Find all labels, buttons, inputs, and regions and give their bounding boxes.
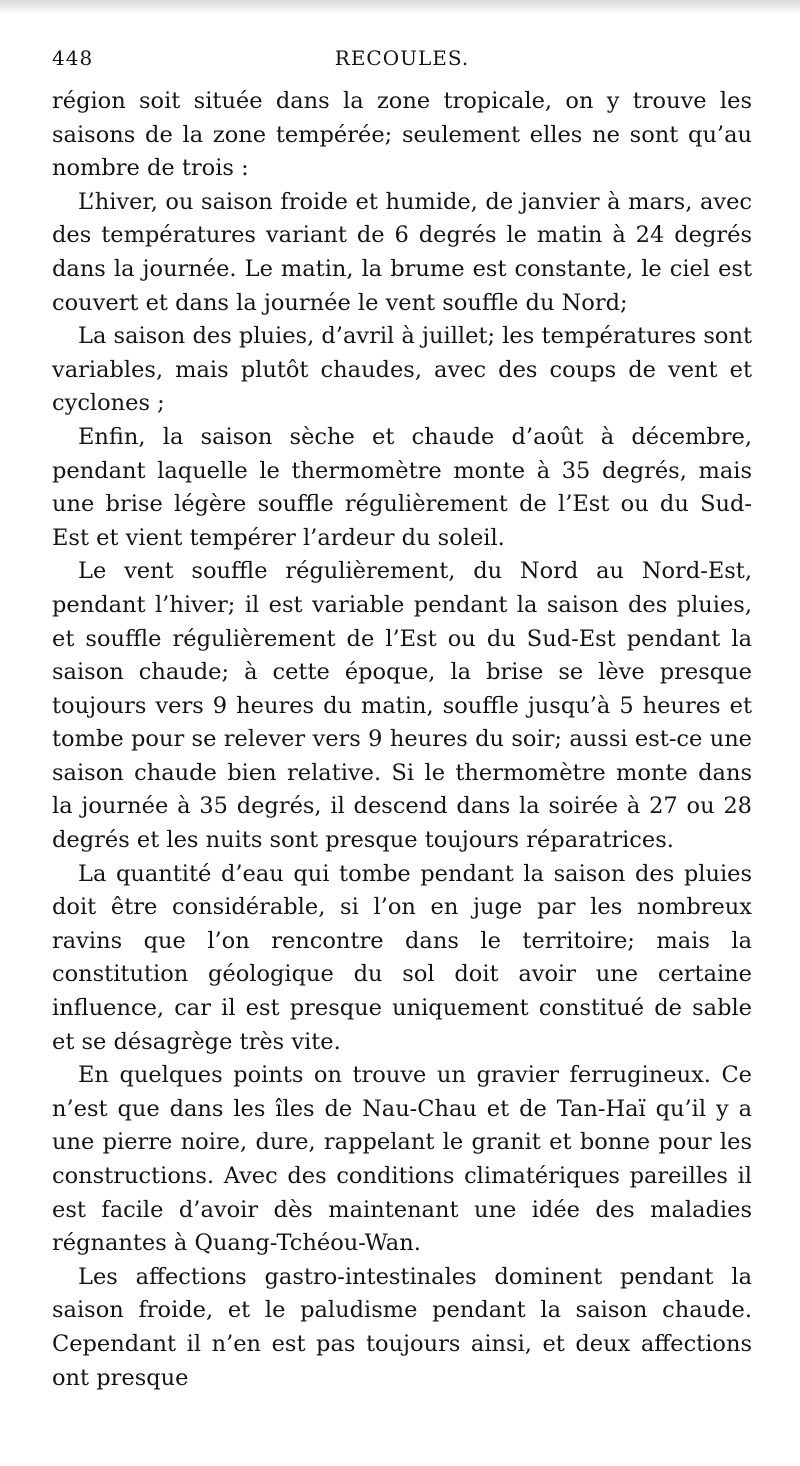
running-head: [52, 46, 752, 76]
paragraph-winds: Le vent souffle régulièrement, du Nord au Nord-Est, pendant l’hiver; il est variable pendant la saison des pluies, et souffle régulièrement de l’Est ou du Sud-Est pendant la saison chaude; à cette époque, la brise se lève presque toujours vers 9 heures du matin, souffle jusqu’à 5 heures et tombe pour se relever vers 9 heures du soir; aussi est-ce une saison chaude bien relative. Si le thermomètre monte dans la journée à 35 degrés, il descend dans la soirée à 27 ou 28 degrés et les nuits sont presque toujours réparatrices.: [52, 558, 752, 854]
body-text: [52, 85, 752, 1395]
page-number: 448: [52, 46, 94, 70]
paragraph-dry-season: Enfin, la saison sèche et chaude d’août à décembre, pendant laquelle le thermomètre monte à 35 degrés, mais une brise légère souffle régulièrement de l’Est ou du Sud-Est et vient tempérer l’ardeur du soleil.: [52, 423, 752, 551]
paragraph-rainy-season: La saison des pluies, d’avril à juillet; les températures sont variables, mais plutôt chaudes, avec des coups de vent et cyclones ;: [52, 323, 752, 417]
paragraph-winter: L’hiver, ou saison froide et humide, de janvier à mars, avec des températures variant de 6 degrés le matin à 24 degrés dans la journée. Le matin, la brume est constante, le ciel est couvert et dans la journée le vent souffle du Nord;: [52, 188, 752, 316]
paragraph-rainfall: La quantité d’eau qui tombe pendant la saison des pluies doit être considérable, si l’on en juge par les nombreux ravins que l’on rencontre dans le territoire; mais la constitution géologique du sol doit avoir une certaine influence, car il est presque uniquement constitué de sable et se désagrège très vite.: [52, 860, 752, 1055]
paragraph-geology: En quelques points on trouve un gravier ferrugineux. Ce n’est que dans les îles de Nau-Chau et de Tan-Haï qu’il y a une pierre noire, dure, rappelant le granit et bonne pour les constructions. Avec des conditions climatériques pareilles il est facile d’avoir dès maintenant une idée des maladies régnantes à Quang-Tchéou-Wan.: [52, 1062, 752, 1257]
running-head-title: RECOULES.: [334, 46, 470, 70]
paragraph-diseases: Les affections gastro-intestinales dominent pendant la saison froide, et le paludisme pendant la saison chaude. Cependant il n’en est pas toujours ainsi, et deux affections ont presque: [52, 1263, 752, 1391]
paragraph-continuation: région soit située dans la zone tropicale, on y trouve les saisons de la zone tempérée; seulement elles ne sont qu’au nombre de trois :: [52, 88, 752, 182]
scan-edge-shadow: [0, 0, 800, 14]
